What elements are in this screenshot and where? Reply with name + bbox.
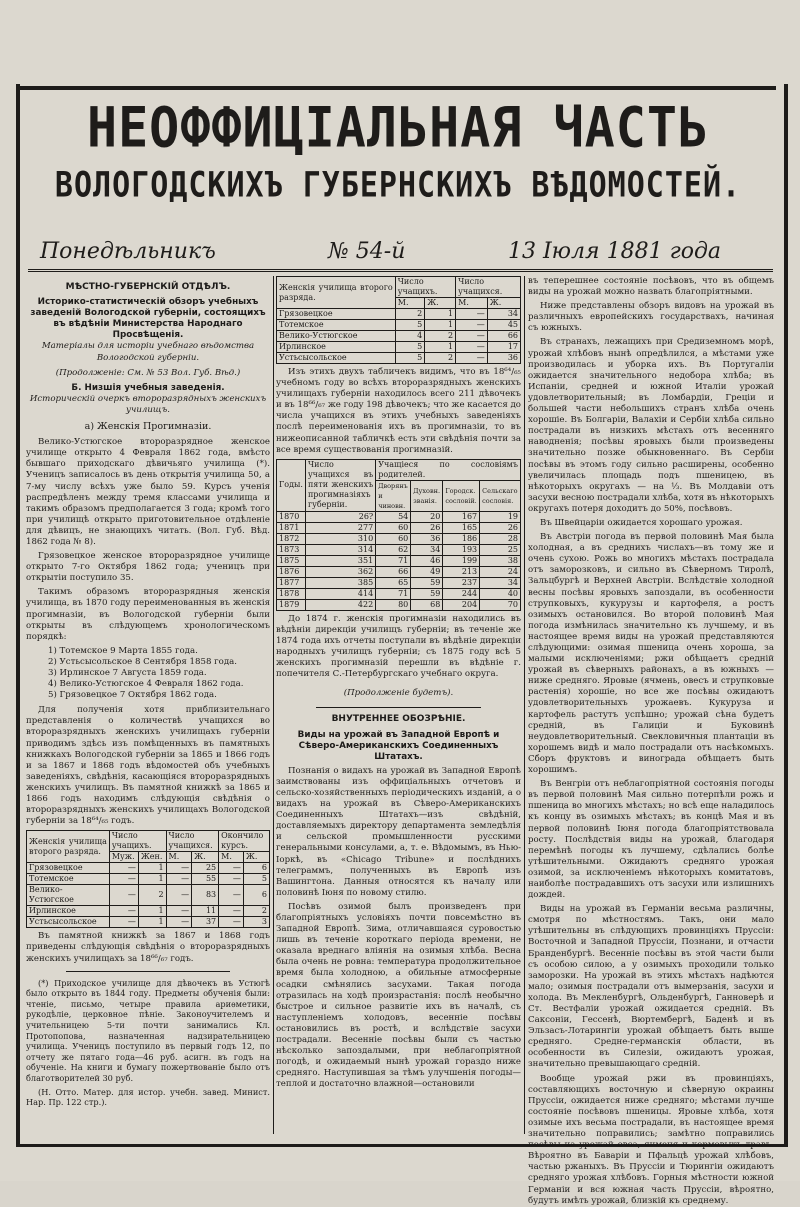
paragraph: Велико-Устюгское второразрядное женское училище открыто 4 Февраля 1862 года, вмѣсто бывшаго приходскаго дѣвичьяго училища (*). Ученицъ записалось въ день открытія училища 50, а 7-му числу всѣхъ уже было 59. Курсъ ученія распредѣленъ между тремя классами училища и такимъ образомъ предполагается 3 года; кромѣ того при училищѣ открыто приготовительное отдѣленіе для дѣвицъ, не знающихъ читать. (Вол. Губ. Вѣд. 1862 года № 8). — [26, 437, 270, 547]
school-table-1865 — [26, 830, 270, 928]
table-cell: 362 — [305, 566, 375, 577]
chronology-list — [48, 646, 270, 701]
table-cell: 422 — [305, 599, 375, 610]
table-row — [27, 906, 270, 917]
table-row — [277, 566, 521, 577]
table-header: Муж. — [109, 852, 138, 863]
table-cell: 66 — [487, 331, 520, 342]
column-2 — [276, 276, 521, 1134]
table-cell: 60 — [376, 533, 411, 544]
table-cell: 59 — [411, 588, 443, 599]
table-cell: 165 — [443, 522, 480, 533]
table-row — [277, 342, 521, 353]
table-row — [277, 522, 521, 533]
table-header: М. — [166, 852, 192, 863]
table-cell: 213 — [443, 566, 480, 577]
table-cell: — — [166, 874, 192, 885]
table-header: Духовн. званія. — [411, 480, 443, 511]
continued-note: (Продолженіе будетъ). — [343, 688, 454, 699]
table-cell: 68 — [411, 599, 443, 610]
table-cell: 1 — [425, 342, 456, 353]
table-cell: 314 — [305, 544, 375, 555]
paragraph: Для полученія хотя приблизительнаго представленія о количествѣ учащихся во второразрядныхъ женскихъ училищахъ губерніи приводимъ здѣсь изъ помѣщенныхъ въ памятныхъ книжкахъ Вологодской губерніи за 1865 и 1866 годъ и за 1867 и 1868 годъ вѣдомостей объ учебныхъ заведеніяхъ, свѣдѣнія, касающіяся второразрядныхъ женскихъ училищъ. Въ памятной книжкѣ за 1865 и 1866 годъ находимъ слѣдующія свѣдѣнія о второразрядныхъ женскихъ училищахъ Вологодской губерніи за 18⁶⁴/₆₅ годъ. — [26, 705, 270, 827]
table-cell: 1 — [138, 917, 166, 928]
issue-number: № 54-й — [328, 239, 406, 264]
table-cell: Устьсысольское — [27, 917, 110, 928]
paragraph: Грязовецкое женское второразрядное училище открыто 7-го Октября 1862 года; ученицъ при открытіи поступило 35. — [26, 551, 270, 584]
table-cell: Ирлинское — [277, 342, 396, 353]
paragraph: Изъ этихъ двухъ табличекъ видимъ, что въ 18⁶⁴/₆₅ учебномъ году во всѣхъ второразрядныхъ женскихъ училищахъ губерніи находилось всего 211 дѣвочекъ и въ 18⁶⁶/₆₇ же году 198 дѣвочекъ; что же касается до числа учащихся въ этихъ учебныхъ заведеніяхъ послѣ переименованія ихъ въ прогимназіи, то въ нижеописанной табличкѣ есть эти свѣдѣнія почти за все время существованія прогимназій. — [276, 367, 521, 455]
table-cell: 414 — [305, 588, 375, 599]
table-cell: 34 — [480, 577, 521, 588]
table-cell: — — [219, 906, 244, 917]
table-cell: 49 — [411, 566, 443, 577]
table-cell: Грязовецкое — [277, 309, 396, 320]
table-header: М. — [219, 852, 244, 863]
table-cell: — — [456, 331, 488, 342]
table-cell: 70 — [480, 599, 521, 610]
table-header: М. — [395, 298, 424, 309]
table-cell: 2 — [425, 331, 456, 342]
table-cell: 19 — [480, 511, 521, 522]
masthead-title: НЕОФФИЦІАЛЬНАЯ ЧАСТЬ — [86, 96, 710, 160]
dateline — [28, 235, 773, 272]
list-item: 1) Тотемское 9 Марта 1855 года. — [48, 645, 198, 656]
table-header: Число учащихся. — [456, 277, 521, 298]
table-cell: 2 — [243, 906, 269, 917]
table-cell: 1 — [138, 906, 166, 917]
table-cell: 5 — [395, 353, 424, 364]
table-cell: 204 — [443, 599, 480, 610]
table-cell: 71 — [376, 588, 411, 599]
table-header: Учащіеся по сословіямъ родителей. — [376, 459, 521, 480]
table-cell: Ирлинское — [27, 906, 110, 917]
table-cell: 34 — [487, 309, 520, 320]
table-cell: 351 — [305, 555, 375, 566]
section-heading-internal: ВНУТРЕННЕЕ ОБОЗРѢНІЕ. — [331, 714, 466, 725]
table-cell: Тотемское — [27, 874, 110, 885]
table-header: Женскія училища второго разряда. — [27, 831, 110, 863]
table-header: Число учащихся въ пяти женскихъ прогимназіяхъ губерніи. — [305, 459, 375, 511]
table-cell: 62 — [376, 544, 411, 555]
table-cell: 25 — [480, 544, 521, 555]
part-subheading: Историческій очеркъ второразрядныхъ женскихъ училищъ. — [29, 393, 267, 415]
table-header: Число учащихъ. — [395, 277, 455, 298]
paragraph: Въ странахъ, лежащихъ при Средиземномъ морѣ, урожай хлѣбовъ нынѣ опредѣлился, а мѣстами уже производилась и уборка ихъ. Въ Португаліи ожидается значительного недобора хлѣба; въ Испаніи, средней и южной Италіи урожай удовлетворительный; въ Ломбардіи, Греціи и большей части небольшихъ странъ хлѣба очень хорошіе. Въ Болгаріи, Валахіи и Сербіи хлѣба сильно пострадали въ низкихъ мѣстахъ отъ весенняго наводненія; посѣвы яровыхъ были произведены значительно позже обыкновеннаго. Въ Сербіи посѣвы въ этомъ году сильно расширены, особенно увеличилась площадь подъ пшеницею, въ нѣкоторыхъ округахъ — на ⅓. Въ Молдавіи отъ засухи весною пострадали хлѣба, хотя въ нѣкоторыхъ округахъ потеря доходитъ до 50%, посѣвовъ. — [528, 337, 774, 514]
table-cell: 37 — [192, 917, 219, 928]
table-row — [277, 331, 521, 342]
table-cell: Велико-Устюгское — [27, 885, 110, 906]
table-cell: 1878 — [277, 588, 306, 599]
table-cell: 3 — [243, 917, 269, 928]
footnote: (*) Приходское училище для дѣвочекъ въ Устюгѣ было открыто въ 1844 году. Предметы обученія были: чтеніе, письмо, четыре правила ариѳметики, рукодѣліе, церковное пѣніе. Законоучителемъ и учительницею 5-ти почти занимались Кл. Протопопова, назначенная надзирательницею училища. Ученицъ поступило въ первый годъ 12, по отчету же пятаго года—46 руб. асигн. въ годъ на обученіе. На книги и бумагу пожертвованіе было отъ благотворителей 30 руб. — [26, 977, 270, 1083]
list-item: 5) Грязовецкое 7 Октября 1862 года. — [48, 690, 217, 701]
column-1 — [26, 276, 270, 1134]
table-cell: 71 — [376, 555, 411, 566]
paragraph: Такимъ образомъ второразрядныя женскія училища, въ 1870 году переименованныя въ женскія прогимназіи, въ Вологодской губерніи были открыты въ слѣдующемъ хронологическомъ порядкѣ: — [26, 587, 270, 642]
table-cell: 80 — [376, 599, 411, 610]
paragraph: Въ Венгріи отъ неблагопріятной состоянія погоды въ первой половинѣ Мая сильно потерпѣли рожь и пшеница во многихъ мѣстахъ; но всѣ еще наладилось къ концу въ озимыхъ мѣстахъ; въ концѣ Мая и въ первой половинѣ Іюня погода благопріятствовала росту. Послѣдствія виды на урожай, благодаря перемѣнѣ погоды къ лучшему, сдѣлались болѣе утѣшительными. Ожидаютъ средняго урожая озимой, за исключеніемъ нѣкоторыхъ комитатовъ, наиболѣе пострадавшихъ отъ засухи или излишнихъ дождей. — [528, 779, 774, 901]
paragraph: Вообще урожай ржи въ провинціяхъ, составляющихъ восточную и сѣверную окраины Пруссіи, ожидается ниже средняго; мѣстами лучше состояніе посѣвовъ пшеницы. Яровые хлѣба, хотя озимые ихъ весьма пострадали, въ настоящее время значительно поправились; замѣтно поправились посѣвы на урожай овса, ячменя и кормовыхъ травъ. Вѣроятно въ Баваріи и Пфальцѣ урожай хлѣбовъ, частью ржаныхъ. Въ Пруссіи и Тюрингіи ожидаютъ средняго урожая хлѣбовъ. Горныя мѣстности южной Германіи и вся южная часть Пруссіи, вѣроятно, будутъ имѣть урожай, близкій къ среднему. — [528, 1073, 774, 1206]
section-rule — [316, 707, 481, 708]
table-row — [27, 874, 270, 885]
table-cell: 36 — [487, 353, 520, 364]
table-cell: 199 — [443, 555, 480, 566]
table-cell: 17 — [487, 342, 520, 353]
table-header: Ж. — [243, 852, 269, 863]
list-item: 4) Велико-Устюгское 4 Февраля 1862 года. — [48, 679, 244, 690]
table-cell: 11 — [192, 906, 219, 917]
table-header: Число учащихъ. — [109, 831, 166, 852]
table-cell: 385 — [305, 577, 375, 588]
table-cell: 83 — [192, 885, 219, 906]
table-cell: 167 — [443, 511, 480, 522]
paragraph: До 1874 г. женскія прогимназіи находились въ вѣдѣніи дирекціи училищъ губерніи; въ теченіе же 1874 года ихъ отчеты поступали въ вѣдѣніе дирекціи народныхъ училищъ губерніи; съ 1875 году всѣ 5 женскихъ прогимназій перешли въ вѣдѣніе г. попечителя С.-Петербургскаго учебнаго округа. — [276, 613, 521, 680]
table-cell: — — [166, 863, 192, 874]
table-cell: 5 — [395, 320, 424, 331]
table-cell: — — [456, 320, 488, 331]
table-row — [277, 511, 521, 522]
table-cell: 1871 — [277, 522, 306, 533]
table-cell: 54 — [376, 511, 411, 522]
table-cell: — — [219, 874, 244, 885]
list-item: 2) Устьсысольское 8 Сентября 1858 года. — [48, 656, 237, 667]
table-header: Ж. — [425, 298, 456, 309]
table-row — [277, 577, 521, 588]
table-cell: — — [456, 342, 488, 353]
column-divider-1 — [273, 276, 274, 1134]
table-cell: — — [456, 309, 488, 320]
table-header: Жен. — [138, 852, 166, 863]
table-header: Дворянъ и чиновн. — [376, 480, 411, 511]
table-cell: 1873 — [277, 544, 306, 555]
table-cell: Тотемское — [277, 320, 396, 331]
paragraph: Посѣвъ озимой былъ произведенъ при благопріятныхъ условіяхъ почти повсемѣстно въ Западной Европѣ. Зима, отличавшаяся суровостью лишь въ теченіе короткаго періода времени, не оказала вреднаго вліянія на озимыя хлѣба. Весна была очень не ровна: температура продолжительное время была холодною, а обильные атмосферные осадки смѣнялись засухами. Такая погода отразилась на ходѣ произрастанія: послѣ необычно быстрое и сильное развитіе ихъ въ началѣ, съ наступленіемъ холодовъ, весенніе посѣвы остановились въ ростѣ, и вслѣдствіе засухи пострадали. Весенніе посѣвы были съ частью нѣсколько запоздалыми, при неблагопріятной погодѣ, и ожидаемый нынѣ урожай гораздо ниже средняго. Наступившая за тѣмъ улучшенія погоды—теплой и достаточно влажной—остановили — [276, 901, 521, 1090]
table-cell: 26 — [411, 522, 443, 533]
table-cell: 1 — [425, 309, 456, 320]
paragraph: въ теперешнее состояніе посѣвовъ, что въ общемъ виды на урожай можно назвать благопріятными. — [528, 276, 774, 298]
table-cell: — — [219, 885, 244, 906]
table-header: Окончило курсъ. — [219, 831, 270, 852]
table-cell: 60 — [376, 522, 411, 533]
section-heading-local: МѢСТНО-ГУБЕРНСКІЙ ОТДѢЛЪ. — [65, 282, 231, 292]
table-cell: 66 — [376, 566, 411, 577]
table-cell: 26 — [480, 522, 521, 533]
table-header: Сельскаго сословія. — [480, 480, 521, 511]
masthead-subtitle: ВОЛОГОДСКИХЪ ГУБЕРНСКИХЪ ВѢДОМОСТЕЙ. — [54, 165, 742, 206]
table-cell: — — [109, 917, 138, 928]
table-cell: — — [109, 906, 138, 917]
subsection-heading: а) Женскія Прогимназіи. — [84, 421, 212, 433]
table-cell: 25 — [192, 863, 219, 874]
table-cell: — — [166, 906, 192, 917]
table-cell: 6 — [243, 863, 269, 874]
table-cell: 186 — [443, 533, 480, 544]
masthead — [20, 92, 776, 208]
table-cell: 40 — [480, 588, 521, 599]
table-cell: 45 — [487, 320, 520, 331]
table-cell: 65 — [376, 577, 411, 588]
footnote-source: (Н. Отто. Матер. для истор. учебн. завед. Минист. Нар. Пр. 122 стр.). — [26, 1086, 270, 1108]
table-cell: 24 — [480, 566, 521, 577]
table-cell: — — [166, 917, 192, 928]
table-header: Годы. — [277, 459, 306, 511]
table-cell: 46 — [411, 555, 443, 566]
column-divider-2 — [524, 276, 525, 1134]
table-row — [27, 885, 270, 906]
table-cell: 237 — [443, 577, 480, 588]
table-cell: 2 — [138, 885, 166, 906]
table-cell: 2 — [425, 353, 456, 364]
table-row — [27, 863, 270, 874]
table-cell: — — [109, 874, 138, 885]
table-cell: 1879 — [277, 599, 306, 610]
list-item: 3) Ирлинское 7 Августа 1859 года. — [48, 668, 207, 678]
paragraph: Виды на урожай въ Германіи весьма различны, смотря по мѣстностямъ. Такъ, они мало утѣшительны въ слѣдующихъ провинціяхъ Пруссіи: Восточной и Западной Пруссіи, Познани, и отчасти Бранденбургѣ. Весенніе посѣвы въ этой части были съ особою силою, а у озимыхъ проходили только заморозки. На урожай въ этихъ мѣстахъ надѣются мало; озимыя пострадали отъ вымерзанія, засухи и холода. Въ Мекленбургѣ, Ольденбургѣ, Ганноверѣ и Ст. Вестфаліи урожай ожидается средній. Въ Саксоніи, Гессенѣ, Вюртембергѣ, Баденѣ и въ Эльзасъ-Лотарингіи урожай обѣщаетъ быть выше средняго. Средне-германскія области, въ особенности въ Силезіи, ожидаютъ урожая, значительно превышающаго средній. — [528, 904, 774, 1070]
table-cell: — — [109, 885, 138, 906]
table-cell: 1875 — [277, 555, 306, 566]
table-cell: 36 — [411, 533, 443, 544]
weekday: Понедѣльникъ — [40, 239, 216, 264]
paragraph: Ниже представлены обзоръ видовъ на урожай въ различныхъ европейскихъ государствахъ, начиная съ южныхъ. — [528, 301, 774, 334]
table-header: Женскія училища второго разряда. — [277, 277, 396, 309]
table-cell: 59 — [411, 577, 443, 588]
continuation-note: (Продолженіе: См. № 53 Вол. Губ. Вѣд.) — [55, 367, 241, 378]
school-table-1867 — [276, 276, 521, 364]
table-header: Число учащихся. — [166, 831, 219, 852]
table-cell: 1 — [425, 320, 456, 331]
table-cell: Грязовецкое — [27, 863, 110, 874]
progymnasium-table — [276, 459, 521, 611]
table-header: Ж. — [192, 852, 219, 863]
paragraph: Познанія о видахъ на урожай въ Западной Европѣ заимствованы изъ оффиціальныхъ отчетовъ и сельско-хозяйственныхъ періодическихъ изданій, а о видахъ на урожай въ Сѣверо-Американскихъ Соединенныхъ Штатахъ—изъ свѣдѣній, доставляемыхъ директору департамента земледѣлія и сельской промышленности русскими генеральными консулами, а, т. е. Вѣдомымъ, въ Нью-Іоркѣ, въ «Chicago Tribune» и послѣднихъ телеграммъ, полученныхъ въ Европѣ изъ Вашингтона. Данныя относятся къ началу или половинѣ Іюня по новому стилю. — [276, 765, 521, 898]
table-cell: — — [219, 863, 244, 874]
table-cell: 6 — [243, 885, 269, 906]
issue-date: 13 Іюля 1881 года — [508, 239, 722, 264]
table-cell: 2 — [395, 309, 424, 320]
table-cell: 1 — [138, 874, 166, 885]
table-cell: 1872 — [277, 533, 306, 544]
table-cell: — — [219, 917, 244, 928]
table-cell: 1 — [138, 863, 166, 874]
table-row — [27, 917, 270, 928]
paragraph: Въ памятной книжкѣ за 1867 и 1868 годъ приведены слѣдующія свѣдѣнія о второразрядныхъ женскихъ училищахъ за 18⁶⁶/₆₇ годъ. — [26, 931, 270, 964]
part-heading: Б. Низшія учебныя заведенія. — [71, 382, 225, 393]
table-row — [277, 544, 521, 555]
footnote-rule — [66, 971, 230, 972]
table-cell: 244 — [443, 588, 480, 599]
table-cell: 1876 — [277, 566, 306, 577]
paragraph: Въ Австріи погода въ первой половинѣ Мая была холодная, а въ среднихъ числахъ—въ тому же и очень сухою. Рожь во многихъ мѣстахъ пострадала отъ заморозковъ, и сильно въ Сѣверномъ Тиролѣ, Зальцбургѣ и Верхней Австріи. Вслѣдствіе холодной весны посѣвы яровыхъ запоздали, въ особенности струпковыхъ, кукурузы и картофеля, а ростъ озимыхъ остановился. Во второй половинѣ Мая погода измѣнилась значительно къ лучшему, и въ настоящее время виды на урожай представляются слѣдующими: озимая пшеница очень хороша, за малыми исключеніями; ржи обѣщаетъ средній урожай въ сѣверныхъ районахъ, а въ южныхъ — ниже средняго. Яровые (ячмень, овесъ и струпковые растенія) хорошіе, но все же посѣвы ожидаютъ удовлетворительныхъ урожаевъ. Кукуруза и картофель растутъ успѣшно; урожай сѣна будетъ средній, въ Галиціи и Буковинѣ неудовлетворительный. Свекловичныя плантаціи въ хорошемъ видѣ и мало пострадали отъ насѣкомыхъ. Сборъ фруктовъ и винограда обѣщаетъ быть хорошимъ. — [528, 532, 774, 776]
table-cell: 277 — [305, 522, 375, 533]
article-subtitle: Матеріалы для исторіи учебнаго вѣдомства Вологодской губерніи. — [41, 341, 255, 363]
table-row — [277, 599, 521, 610]
table-cell: Устьсысольское — [277, 353, 396, 364]
table-cell: 26? — [305, 511, 375, 522]
table-row — [277, 353, 521, 364]
table-cell: 4 — [395, 331, 424, 342]
table-cell: 38 — [480, 555, 521, 566]
table-row — [277, 309, 521, 320]
table-cell: 1870 — [277, 511, 306, 522]
table-row — [277, 555, 521, 566]
table-cell: 20 — [411, 511, 443, 522]
table-cell: — — [456, 353, 488, 364]
column-3 — [528, 276, 774, 1206]
table-row — [277, 588, 521, 599]
table-header: Городск. сословій. — [443, 480, 480, 511]
table-cell: 34 — [411, 544, 443, 555]
table-cell: — — [166, 885, 192, 906]
table-cell: 193 — [443, 544, 480, 555]
table-cell: — — [109, 863, 138, 874]
table-row — [277, 533, 521, 544]
table-cell: Велико-Устюгское — [277, 331, 396, 342]
article-title: Виды на урожай въ Западной Европѣ и Сѣверо-Американскихъ Соединенныхъ Штатахъ. — [297, 729, 500, 762]
table-cell: 1877 — [277, 577, 306, 588]
paragraph: Въ Швейцаріи ожидается хорошаго урожая. — [540, 517, 743, 528]
table-cell: 55 — [192, 874, 219, 885]
table-cell: 5 — [395, 342, 424, 353]
table-header: М. — [456, 298, 488, 309]
table-cell: 5 — [243, 874, 269, 885]
table-cell: 310 — [305, 533, 375, 544]
article-title: Историко-статистическій обзоръ учебныхъ заведеній Вологодской губерніи, состоящихъ въ вѣдѣніи Министерства Народнаго Просвѣщенія. — [30, 297, 266, 341]
table-row — [277, 320, 521, 331]
table-header: Ж. — [487, 298, 520, 309]
table-cell: 28 — [480, 533, 521, 544]
